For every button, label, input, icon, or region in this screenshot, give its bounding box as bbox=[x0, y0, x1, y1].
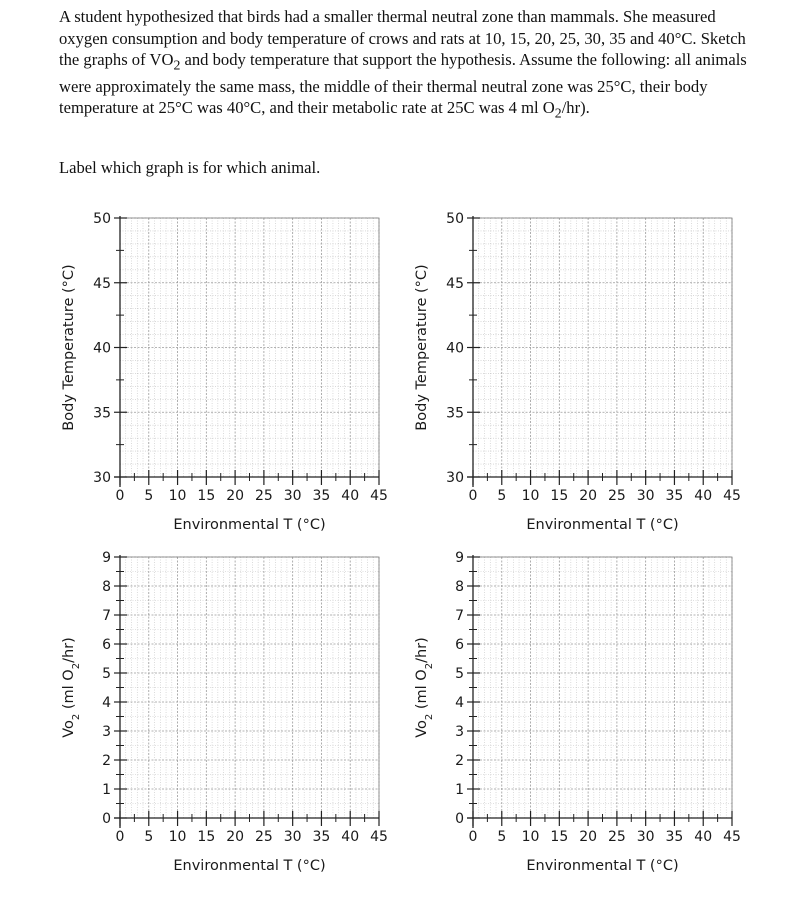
x-tick-label: 15 bbox=[550, 488, 569, 504]
x-tick-label: 35 bbox=[665, 488, 684, 504]
x-tick-label: 0 bbox=[468, 829, 478, 845]
y-tick-label: 5 bbox=[455, 666, 464, 682]
y-axis-title-part: (ml O bbox=[61, 669, 77, 714]
subscript-2: 2 bbox=[173, 57, 181, 73]
y-axis-title bbox=[414, 637, 435, 738]
plot-grid bbox=[473, 557, 732, 818]
x-tick-label: 40 bbox=[694, 829, 713, 845]
x-tick-label: 5 bbox=[144, 488, 154, 504]
subscript-2: 2 bbox=[554, 105, 562, 121]
y-tick-label: 40 bbox=[446, 340, 464, 357]
subscript-2: 2 bbox=[70, 662, 82, 670]
question-text-part: A student hypothesized that birds had a smaller thermal neutral zone than mammals. She measured oxygen consumption and body temperature of crows and rats at 10, 15, 20, 25, 30, 35 and 40 bbox=[59, 7, 716, 48]
y-tick-label: 8 bbox=[102, 579, 111, 595]
y-tick-label: 6 bbox=[102, 637, 111, 653]
y-axis-title-part: /hr) bbox=[414, 637, 430, 663]
y-tick-label: 1 bbox=[455, 782, 464, 798]
y-tick-label: 7 bbox=[102, 608, 111, 624]
y-axis-title: Body Temperature (°C) bbox=[414, 264, 430, 431]
question-text-part: /hr). bbox=[561, 98, 590, 118]
x-tick-label: 20 bbox=[579, 488, 598, 504]
question-text-part: °C, their body temperature at 25 bbox=[59, 76, 708, 118]
x-tick-label: 35 bbox=[312, 829, 331, 845]
y-tick-label: 3 bbox=[455, 724, 464, 740]
x-tick-label: 10 bbox=[521, 829, 540, 845]
x-tick-label: 25 bbox=[254, 829, 273, 845]
x-tick-label: 20 bbox=[226, 829, 245, 845]
x-tick-label: 0 bbox=[468, 488, 478, 504]
x-tick-label: 10 bbox=[521, 488, 540, 504]
x-tick-label: 30 bbox=[283, 829, 302, 845]
y-tick-label: 4 bbox=[102, 695, 111, 711]
x-tick-label: 10 bbox=[168, 829, 187, 845]
question-text-part: °C. Sketch the graphs of VO bbox=[59, 28, 746, 69]
x-tick-label: 20 bbox=[226, 488, 245, 504]
y-tick-label: 5 bbox=[102, 666, 111, 682]
y-tick-label: 2 bbox=[102, 753, 111, 769]
y-tick-label: 45 bbox=[93, 275, 111, 292]
x-tick-label: 25 bbox=[607, 488, 626, 504]
question-text-part: °C was 40 bbox=[175, 98, 244, 118]
x-tick-label: 10 bbox=[168, 488, 187, 504]
x-axis-title: Environmental T (°C) bbox=[526, 517, 679, 533]
y-tick-label: 9 bbox=[102, 550, 111, 566]
x-tick-label: 45 bbox=[723, 829, 741, 845]
x-tick-label: 15 bbox=[197, 829, 216, 845]
x-tick-label: 0 bbox=[115, 829, 125, 845]
x-tick-label: 30 bbox=[283, 488, 302, 504]
y-tick-label: 40 bbox=[93, 340, 111, 357]
x-axis-title: Environmental T (°C) bbox=[173, 858, 326, 874]
y-axis-title-part: /hr) bbox=[61, 637, 77, 663]
x-tick-label: 25 bbox=[254, 488, 273, 504]
x-tick-label: 45 bbox=[370, 829, 388, 845]
y-tick-label: 6 bbox=[455, 637, 464, 653]
y-tick-label: 7 bbox=[455, 608, 464, 624]
x-tick-label: 0 bbox=[115, 488, 125, 504]
y-tick-label: 1 bbox=[102, 782, 111, 798]
question-text-part: and body temperature that support the hypothesis. Assume the following: all animals were approximately the same mass, the middle of their thermal neutral zone was 25 bbox=[59, 50, 747, 96]
x-tick-label: 15 bbox=[550, 829, 569, 845]
y-tick-label: 30 bbox=[446, 470, 464, 486]
x-tick-label: 45 bbox=[370, 488, 388, 504]
x-tick-label: 5 bbox=[497, 488, 507, 504]
x-tick-label: 30 bbox=[636, 829, 655, 845]
x-tick-label: 40 bbox=[694, 488, 713, 504]
x-tick-label: 45 bbox=[723, 488, 741, 504]
x-tick-label: 35 bbox=[665, 829, 684, 845]
subscript-2: 2 bbox=[423, 713, 435, 721]
x-tick-label: 25 bbox=[607, 829, 626, 845]
y-axis-title-part: Vo bbox=[61, 720, 77, 738]
question-text-part: °C, and their metabolic rate at 25C was 4 ml O bbox=[243, 98, 555, 118]
y-tick-label: 8 bbox=[455, 579, 464, 595]
instruction-text: Label which graph is for which animal. bbox=[59, 158, 321, 177]
subscript-2: 2 bbox=[423, 662, 435, 670]
x-tick-label: 5 bbox=[497, 829, 507, 845]
x-tick-label: 5 bbox=[144, 829, 154, 845]
y-axis-title-part: (ml O bbox=[414, 669, 430, 714]
y-tick-label: 30 bbox=[93, 470, 111, 486]
y-tick-label: 3 bbox=[102, 724, 111, 740]
y-tick-label: 45 bbox=[446, 275, 464, 292]
x-axis-title: Environmental T (°C) bbox=[526, 858, 679, 874]
x-tick-label: 40 bbox=[341, 488, 360, 504]
y-axis-title-part: Vo bbox=[414, 720, 430, 738]
y-tick-label: 35 bbox=[446, 405, 464, 422]
y-tick-label: 9 bbox=[455, 550, 464, 566]
x-tick-label: 20 bbox=[579, 829, 598, 845]
x-tick-label: 35 bbox=[312, 488, 331, 504]
y-tick-label: 0 bbox=[102, 811, 111, 827]
x-axis-title: Environmental T (°C) bbox=[173, 517, 326, 533]
x-tick-label: 15 bbox=[197, 488, 216, 504]
y-tick-label: 2 bbox=[455, 753, 464, 769]
y-tick-label: 50 bbox=[93, 211, 111, 227]
y-tick-label: 50 bbox=[446, 211, 464, 227]
y-axis-title: Body Temperature (°C) bbox=[61, 264, 77, 431]
x-tick-label: 40 bbox=[341, 829, 360, 845]
subscript-2: 2 bbox=[70, 713, 82, 721]
x-tick-label: 30 bbox=[636, 488, 655, 504]
y-tick-label: 4 bbox=[455, 695, 464, 711]
y-tick-label: 0 bbox=[455, 811, 464, 827]
y-tick-label: 35 bbox=[93, 405, 111, 422]
